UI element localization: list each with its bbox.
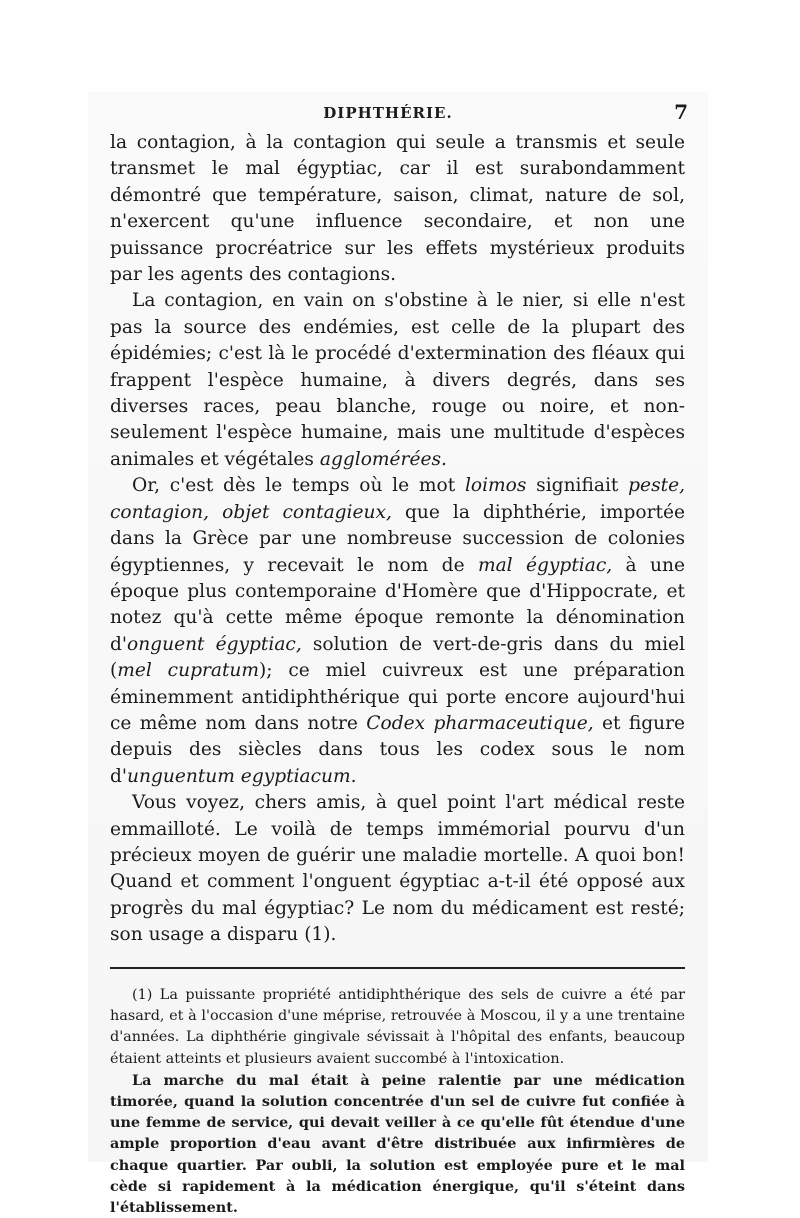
paragraph-4: Vous voyez, chers amis, à quel point l'art médical reste emmailloté. Le voilà de temps immémorial pourvu d'un précieux moyen de guérir une maladie mortelle. A quoi bon! Quand et comment l'onguent égyptiac a-t-il été opposé aux progrès du mal égyptiac? Le nom du médicament est resté; son usage a disparu (1). <box>110 792 685 946</box>
p3-italic-onguent: onguent égyptiac, <box>127 633 302 655</box>
paragraph-3 <box>110 473 685 790</box>
p3-text-g: et figure depuis des siècles dans tous les codex sous le nom d' <box>110 712 685 787</box>
p3-text-f: ); ce miel cuivreux est une préparation éminemment antidiphthérique qui porte encore aujourd'hui ce même nom dans notre <box>110 660 685 734</box>
paragraph-1: la contagion, à la contagion qui seule a transmis et seule transmet le mal égyptiac, car il est surabondamment démontré que température, saison, climat, nature de sol, n'exercent qu'une influence secondaire, et non une puissance procréatrice sur les effets mystérieux produits par les agents des contagions. <box>110 132 685 286</box>
p3-italic-unguentum: unguentum egyptiacum. <box>127 765 357 787</box>
footnote <box>110 985 685 1218</box>
p3-italic-loimos: loimos <box>464 475 527 497</box>
p3-italic-peste: peste, contagion, objet contagieux, <box>110 475 685 523</box>
p3-italic-mel-cupratum: mel cupratum <box>117 660 260 682</box>
p3-text-d: à une époque plus contemporaine d'Homère que d'Hippocrate, et notez qu'à cette même époque remonte la dénomination d' <box>110 554 685 655</box>
main-text <box>110 130 685 949</box>
p3-italic-mal-egyptiac: mal égyptiac, <box>477 554 613 576</box>
footnote-divider <box>110 967 685 969</box>
page-number: 7 <box>674 100 688 124</box>
book-page <box>88 92 708 1217</box>
p3-text-a: Or, c'est dès le temps où le mot <box>132 475 465 497</box>
p3-text-e: solution de vert-de-gris dans du miel ( <box>110 633 685 682</box>
paragraph-2-text: La contagion, en vain on s'obstine à le nier, si elle n'est pas la source des endémies, est celle de la plupart des épidémies; c'est là le procédé d'extermination des fléaux qui frappent l'espèce humaine, à divers degrés, dans ses diverses races, peau blanche, rouge ou noire, et non-seulement l'espèce humaine, mais une multitude d'espèces animales et végétales <box>110 290 685 470</box>
footnote-paragraph-2: La marche du mal était à peine ralentie par une médication timorée, quand la solution concentrée d'un sel de cuivre fut confiée à une femme de service, qui devait veiller à ce qu'elle fût étendue d'une ample proportion d'eau avant d'être distribuée aux infirmières de chaque quartier. Par oubli, la solution est employée pure et le mal cède si rapidement à la médication énergique, qu'il s'éteint dans l'établissement. <box>110 1071 685 1217</box>
footnote-paragraph-1: (1) La puissante propriété antidiphthérique des sels de cuivre a été par hasard, et à l'occasion d'une méprise, retrouvée à Moscou, il y a une trentaine d'années. La diphthérie gingivale sévissait à l'hôpital des enfants, beaucoup étaient atteints et plusieurs avaient succombé à l'intoxication. <box>110 987 685 1067</box>
p3-text-b: signifiait <box>526 475 629 497</box>
running-title: DIPHTHÉRIE. <box>323 104 453 122</box>
paragraph-2-italic: agglomérées. <box>319 448 447 470</box>
page-header <box>88 100 688 130</box>
paragraph-2 <box>110 288 685 473</box>
p3-italic-codex: Codex pharmaceutique, <box>366 712 594 734</box>
p3-text-c: que la diphthérie, importée dans la Grèce par une nombreuse succession de colonies égyptiennes, y recevait le nom de <box>110 501 685 576</box>
